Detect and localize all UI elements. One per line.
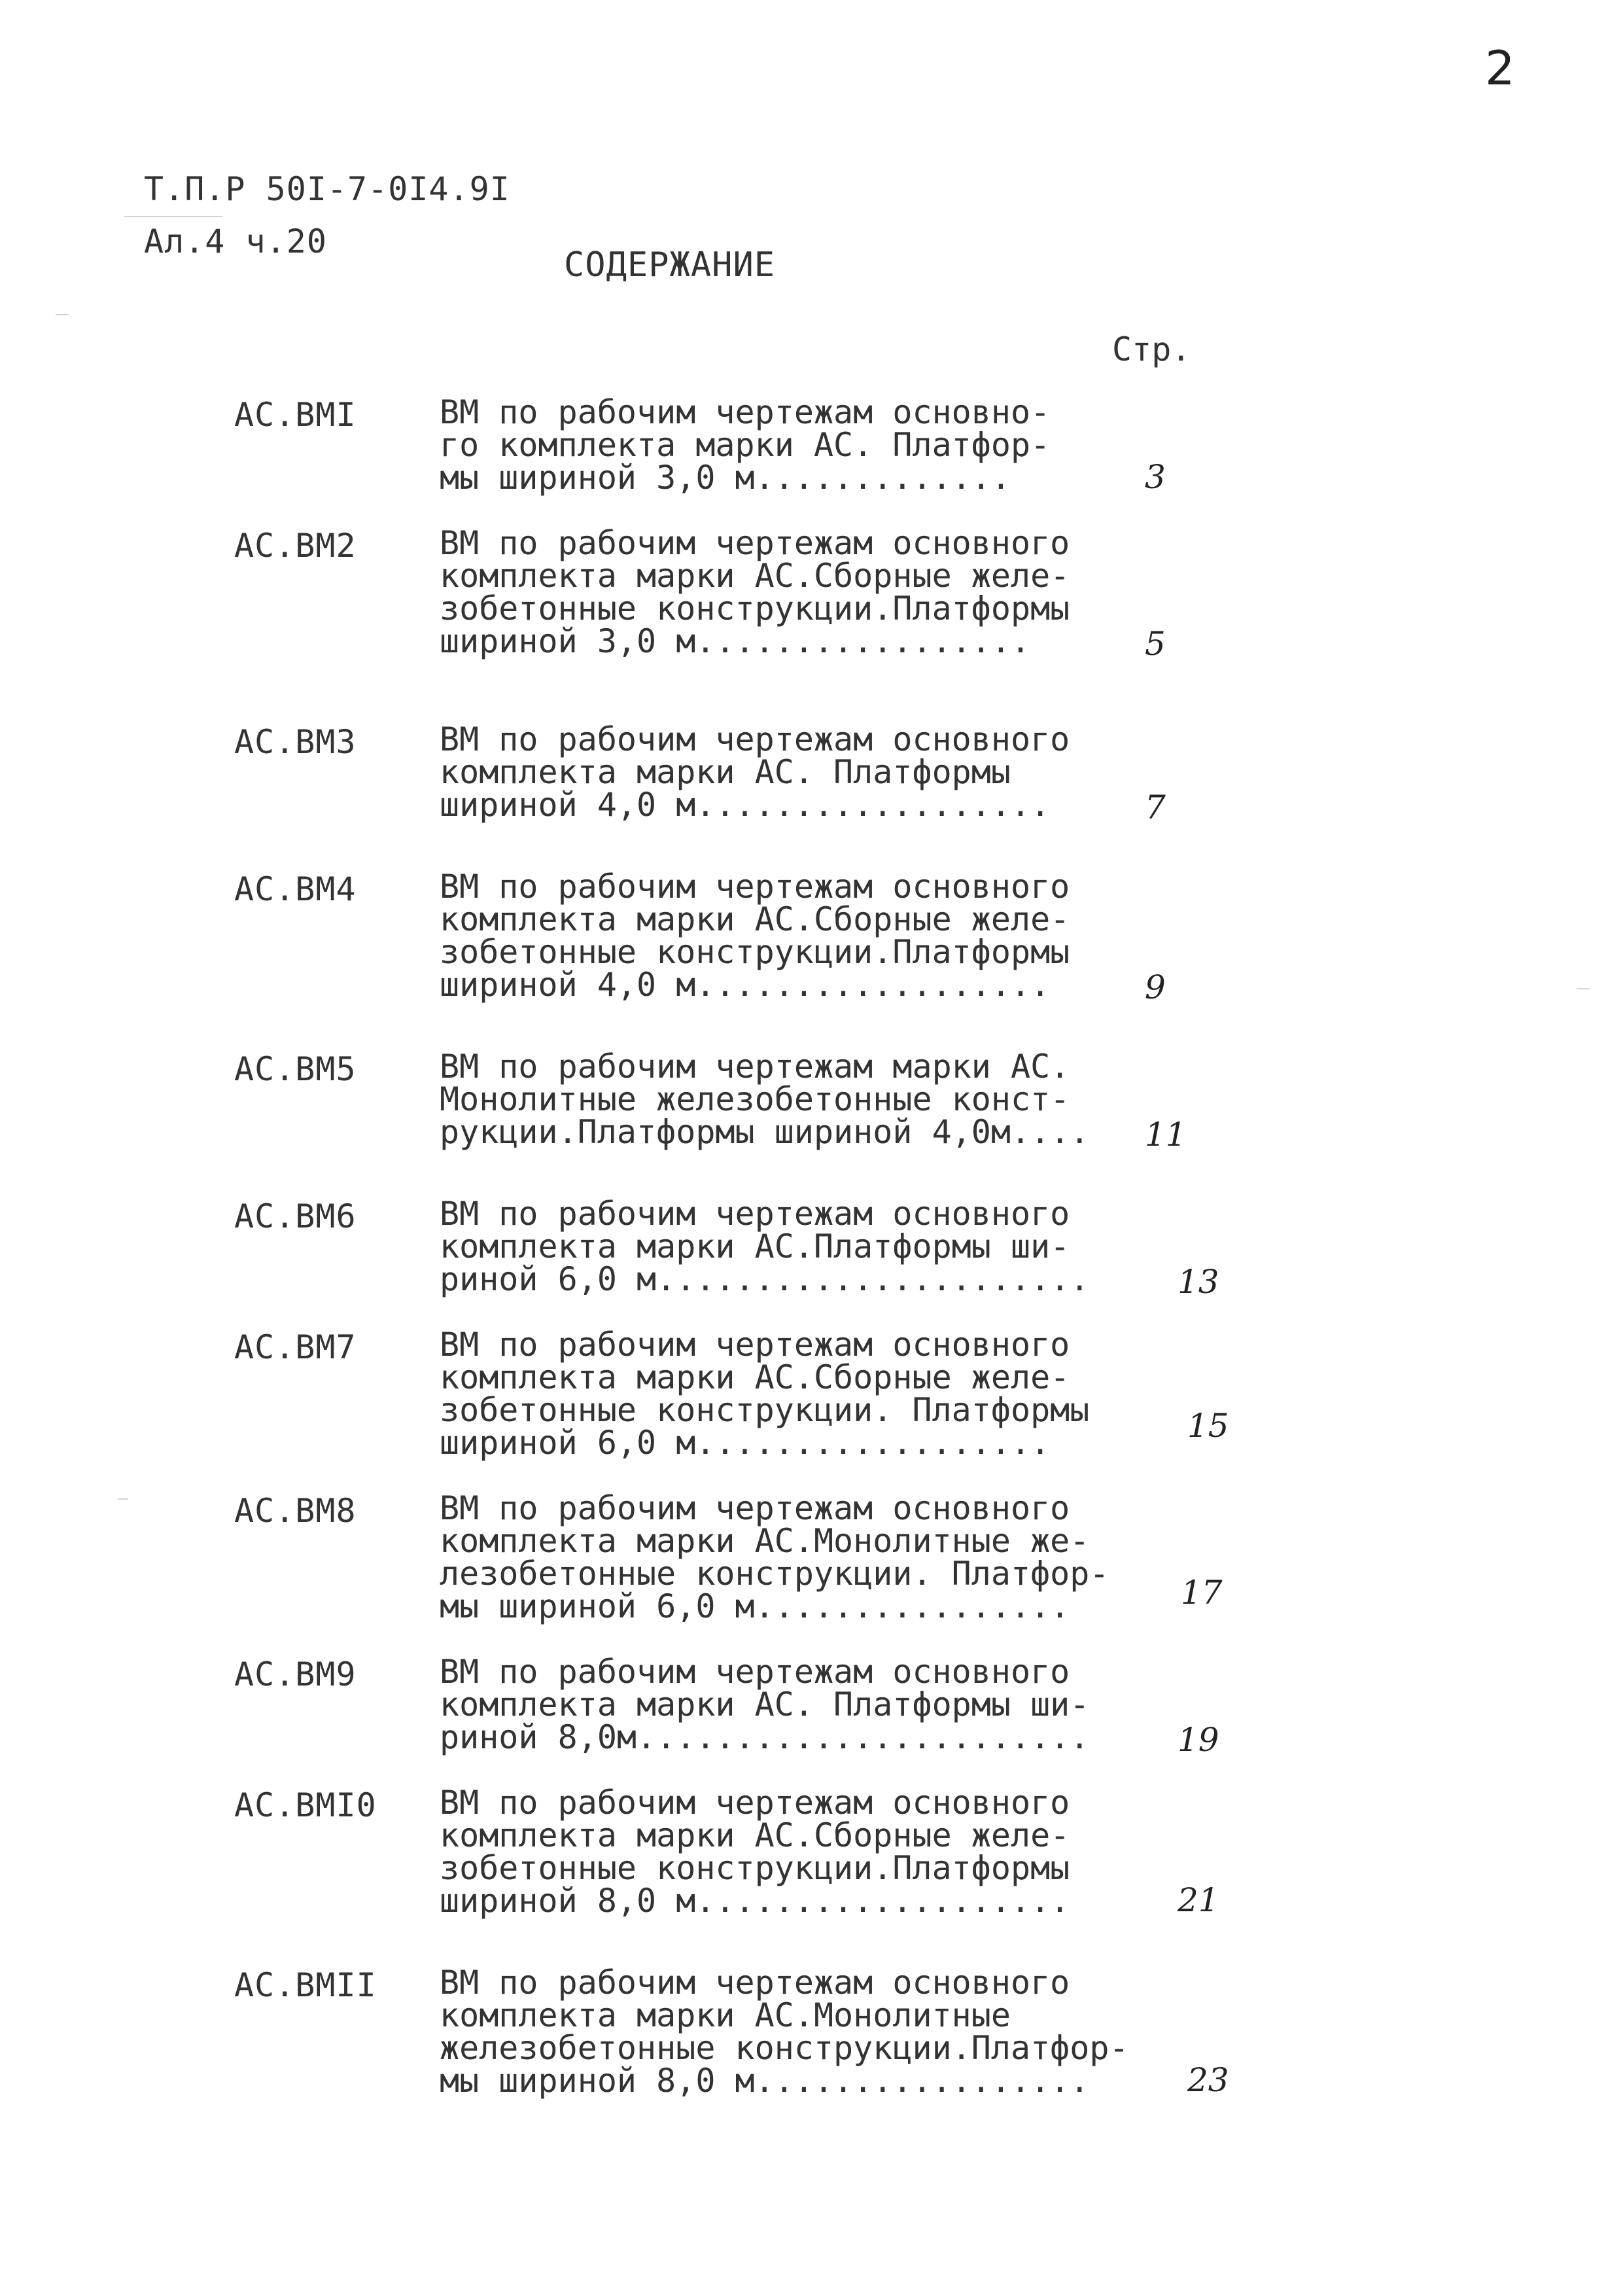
entry-line: ВМ по рабочим чертежам марки АС.	[440, 1048, 1070, 1086]
entry-line: ВМ по рабочим чертежам основного	[440, 1964, 1070, 2002]
entry-line: зобетонные конструкции.Платформы	[440, 1849, 1070, 1887]
entry-description	[440, 524, 1166, 660]
entry-code: АС.ВМ9	[234, 1655, 357, 1693]
entry-line: комплекта марки АС.Платформы ши-	[440, 1227, 1070, 1265]
entry-code: АС.ВМ2	[234, 527, 357, 565]
entry-line: мы шириной 3,0 м.............	[440, 459, 1011, 497]
entry-page-number: 19	[1178, 1721, 1219, 1759]
scan-mark	[118, 1498, 128, 1500]
entry-line: железобетонные конструкции.Платфор-	[440, 2029, 1129, 2067]
entry-description	[440, 1655, 1166, 1754]
entry-line: шириной 6,0 м..................	[440, 1424, 1051, 1462]
entry-line: комплекта марки АС. Платформы	[440, 753, 1011, 791]
entry-line: зобетонные конструкции.Платформы	[440, 590, 1070, 627]
entry-line: ВМ по рабочим чертежам основно-	[440, 393, 1051, 431]
entry-line: ВМ по рабочим чертежам основного	[440, 1195, 1070, 1233]
entry-description	[440, 868, 1166, 1004]
document-code: Т.П.Р 50I-7-0I4.9I	[144, 170, 510, 208]
entry-line: ВМ по рабочим чертежам основного	[440, 1784, 1070, 1822]
entry-line: ВМ по рабочим чертежам основного	[440, 1326, 1070, 1364]
entry-description	[440, 1964, 1166, 2100]
entry-page-number: 7	[1145, 788, 1166, 826]
entry-line: зобетонные конструкции.Платформы	[440, 933, 1070, 971]
entry-page-number: 11	[1145, 1116, 1187, 1154]
entry-code: АС.ВМI0	[234, 1786, 377, 1824]
scan-mark	[56, 314, 69, 315]
entry-page-number: 3	[1145, 458, 1166, 496]
entry-code: АС.ВМ5	[234, 1050, 357, 1088]
entry-line: шириной 8,0 м...................	[440, 1882, 1070, 1920]
page-title: СОДЕРЖАНИЕ	[564, 245, 776, 285]
entry-line: ВМ по рабочим чертежам основного	[440, 720, 1070, 758]
entry-line: мы шириной 8,0 м.................	[440, 2062, 1090, 2100]
entry-line: ВМ по рабочим чертежам основного	[440, 868, 1070, 906]
entry-page-number: 15	[1187, 1407, 1229, 1445]
entry-page-number: 5	[1145, 625, 1166, 663]
entry-line: комплекта марки АС.Сборные желе-	[440, 900, 1070, 938]
entry-line: шириной 4,0 м..................	[440, 786, 1051, 824]
entry-line: шириной 3,0 м.................	[440, 622, 1031, 660]
entry-line: зобетонные конструкции. Платформы	[440, 1391, 1090, 1429]
entry-code: АС.ВМI	[234, 396, 357, 434]
page-column-header: Стр.	[1112, 330, 1191, 368]
entry-line: комплекта марки АС. Платформы ши-	[440, 1686, 1090, 1723]
entry-code: АС.ВМ8	[234, 1492, 357, 1530]
entry-line: комплекта марки АС.Сборные желе-	[440, 1358, 1070, 1396]
entry-line: риной 6,0 м......................	[440, 1260, 1090, 1298]
entry-description	[440, 1048, 1166, 1151]
entry-code: АС.ВМ7	[234, 1328, 357, 1366]
entry-line: мы шириной 6,0 м................	[440, 1587, 1070, 1625]
entry-line: шириной 4,0 м..................	[440, 966, 1051, 1004]
entry-line: го комплекта марки АС. Платфор-	[440, 426, 1051, 464]
entry-code: АС.ВМ6	[234, 1197, 357, 1235]
entry-line: ВМ по рабочим чертежам основного	[440, 1653, 1070, 1691]
entry-code: АС.ВМ4	[234, 870, 357, 908]
entry-page-number: 23	[1187, 2061, 1229, 2099]
entry-page-number: 13	[1178, 1263, 1219, 1301]
entry-page-number: 9	[1145, 968, 1166, 1006]
entry-line: комплекта марки АС.Монолитные же-	[440, 1522, 1090, 1560]
page-number: 2	[1485, 41, 1515, 96]
entry-description	[440, 720, 1166, 824]
entry-line: комплекта марки АС.Монолитные	[440, 1996, 1011, 2034]
entry-description	[440, 1197, 1166, 1296]
entry-description	[440, 1489, 1166, 1625]
entry-line: лезобетонные конструкции. Платфор-	[440, 1555, 1109, 1593]
entry-line: ВМ по рабочим чертежам основного	[440, 524, 1070, 562]
scan-mark	[1577, 988, 1590, 989]
entry-page-number: 21	[1178, 1881, 1219, 1919]
entry-description	[440, 1326, 1166, 1462]
entry-line: рукции.Платформы шириной 4,0м....	[440, 1113, 1090, 1151]
entry-description	[440, 393, 1166, 497]
entry-code: АС.ВМII	[234, 1966, 377, 2004]
entry-line: Монолитные железобетонные конст-	[440, 1080, 1070, 1118]
entry-description	[440, 1784, 1166, 1920]
entry-page-number: 17	[1181, 1574, 1223, 1612]
scan-mark	[124, 216, 222, 217]
entry-line: риной 8,0м.......................	[440, 1718, 1090, 1756]
entry-line: ВМ по рабочим чертежам основного	[440, 1489, 1070, 1527]
entry-code: АС.ВМ3	[234, 723, 357, 761]
entry-line: комплекта марки АС.Сборные желе-	[440, 1816, 1070, 1854]
entry-line: комплекта марки АС.Сборные желе-	[440, 557, 1070, 595]
document-sheet: Ал.4 ч.20	[144, 222, 327, 260]
